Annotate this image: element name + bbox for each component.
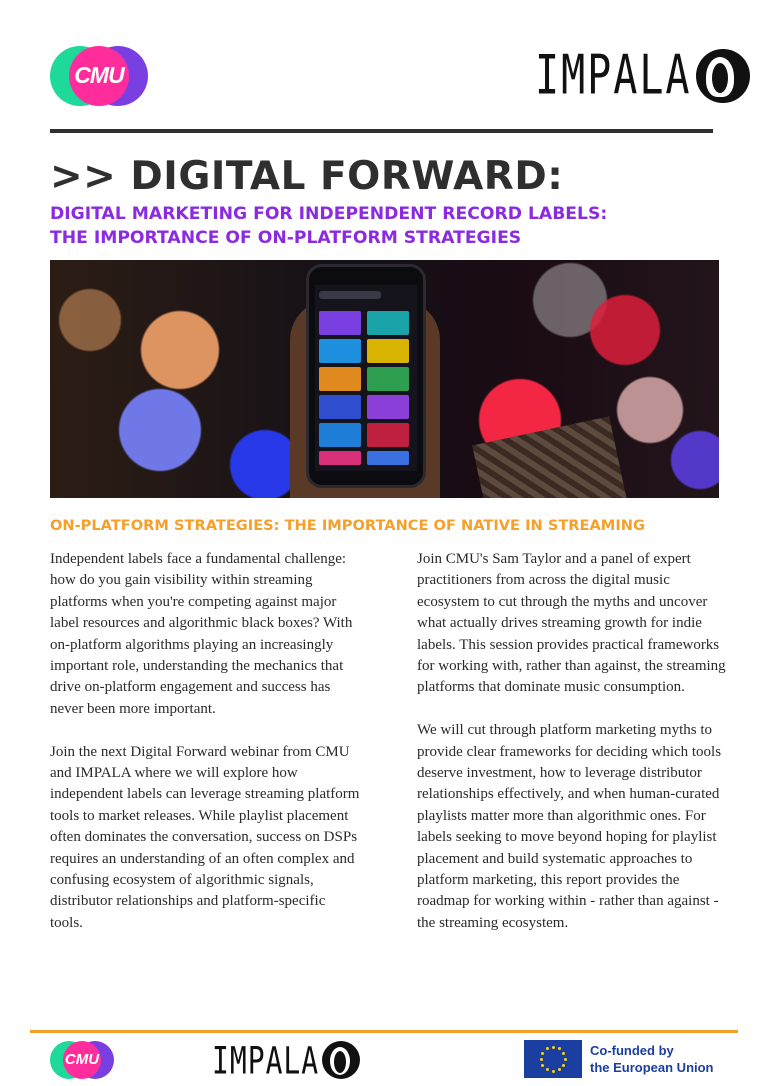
- eu-star-icon: [564, 1058, 567, 1061]
- footer-divider: [30, 1030, 738, 1033]
- section-heading: ON-PLATFORM STRATEGIES: THE IMPORTANCE OF NATIVE IN STREAMING: [50, 517, 645, 534]
- eu-star-icon: [562, 1052, 565, 1055]
- eu-text-line-2: the European Union: [590, 1060, 714, 1075]
- sleeve-shape: [472, 416, 628, 498]
- eu-star-icon: [552, 1070, 555, 1073]
- header-divider: [50, 129, 713, 133]
- impala-logo: [535, 44, 750, 108]
- body-paragraph: Join the next Digital Forward webinar from CMU and IMPALA where we will explore how independent labels can leverage streaming platform tools to market releases. While playlist placement often dominates the conversation, success on DSPs requires an understanding of an often complex and confusing ecosystem of algorithmic signals, distributor relationships and platform-specific tools.: [50, 743, 360, 931]
- footer-cmu-logo-text: CMU: [64, 1051, 100, 1068]
- page-title: >> DIGITAL FORWARD:: [50, 154, 564, 199]
- footer-impala-logo-text: IMPALA: [212, 1037, 320, 1083]
- phone-screen: [315, 285, 417, 471]
- eu-star-icon: [546, 1047, 549, 1050]
- impala-logo-text: IMPALA: [535, 44, 692, 108]
- footer-impala-logo: [212, 1037, 360, 1083]
- subtitle-line-2: THE IMPORTANCE OF ON-PLATFORM STRATEGIES: [50, 228, 522, 248]
- body-paragraph: Join CMU's Sam Taylor and a panel of expert practitioners from across the digital music ecosystem to cut through the myths and uncover what actually drives streaming growth for indie labels. This session provides practical frameworks for working with, rather than against, the streaming platforms that dominate music consumption.: [417, 551, 726, 696]
- cmu-logo-text: CMU: [74, 62, 124, 88]
- eu-star-icon: [562, 1064, 565, 1067]
- body-paragraph: Independent labels face a fundamental challenge: how do you gain visibility within streaming platforms when you're competing against major label resources and algorithmic black boxes? With on-platform algorithms playing an increasingly important role, understanding the mechanics that drive on-platform engagement and success has never been more important.: [50, 551, 353, 717]
- footer-cmu-logo: [50, 1041, 114, 1079]
- impala-head-icon: [696, 49, 750, 103]
- eu-star-icon: [541, 1052, 544, 1055]
- subtitle-line-1: DIGITAL MARKETING FOR INDEPENDENT RECORD LABELS:: [50, 204, 608, 224]
- eu-funding-notice: [590, 1042, 714, 1076]
- eu-star-icon: [558, 1047, 561, 1050]
- eu-star-icon: [540, 1058, 543, 1061]
- eu-flag-icon: [524, 1040, 582, 1078]
- body-column-right: [417, 549, 729, 956]
- body-column-left: [50, 549, 362, 956]
- hero-image-phone-streaming-app: [50, 260, 719, 498]
- footer-impala-head-icon: [322, 1041, 360, 1079]
- eu-star-icon: [541, 1064, 544, 1067]
- eu-star-icon: [552, 1046, 555, 1049]
- eu-star-icon: [558, 1068, 561, 1071]
- eu-star-icon: [546, 1068, 549, 1071]
- cmu-logo: [50, 46, 148, 106]
- smartphone-icon: [306, 264, 426, 488]
- page-subtitle: [50, 202, 730, 250]
- eu-text-line-1: Co-funded by: [590, 1043, 674, 1058]
- phone-search-bar: [319, 291, 381, 299]
- body-paragraph: We will cut through platform marketing myths to provide clear frameworks for deciding which tools deserve investment, how to leverage distributor relationships effectively, and when human-curated playlists matter more than algorithmic ones. For labels seeking to move beyond hoping for playlist placement and build systematic approaches to platform marketing, this report provides the roadmap for working within - rather than against - the streaming ecosystem.: [417, 722, 722, 931]
